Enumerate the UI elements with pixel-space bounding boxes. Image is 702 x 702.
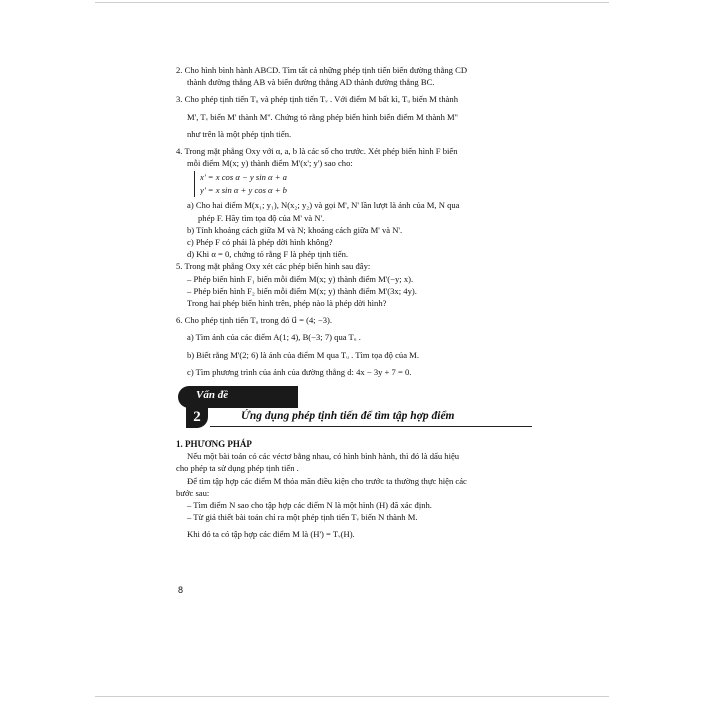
- ex6-part-c: c) Tìm phương trình của ảnh của đường thẳng d: 4x − 3y + 7 = 0.: [187, 366, 412, 377]
- section-number: 2: [186, 406, 208, 428]
- top-rule: [95, 2, 609, 3]
- ex4-part-c: c) Phép F có phải là phép dời hình không?: [187, 237, 333, 248]
- equation-line-1: x' = x cos α − y sin α + a: [200, 172, 287, 183]
- section-label: Vấn đề: [196, 389, 229, 402]
- equation-system: [194, 171, 532, 197]
- method-heading: 1. PHƯƠNG PHÁP: [176, 439, 252, 450]
- method-line-7: Khi đó ta có tập hợp các điểm M là (H') = Tᵥ(H).: [187, 529, 355, 540]
- ex6-line-1: 6. Cho phép tịnh tiến Tᵤ trong đó u⃗ = (4; −3).: [176, 315, 333, 326]
- method-line-3: Để tìm tập hợp các điểm M thỏa mãn điều kiện cho trước ta thường thực hiện các: [187, 475, 467, 486]
- ex5-line-2: – Phép biến hình F₁ biến mỗi điểm M(x; y) thành điểm M'(−y; x).: [187, 273, 414, 284]
- ex5-line-3: – Phép biến hình F₂ biến mỗi điểm M(x; y) thành điểm M'(3x; 4y).: [187, 285, 417, 296]
- bottom-rule: [95, 696, 609, 697]
- section-underline: [210, 426, 532, 427]
- method-line-5: – Tìm điểm N sao cho tập hợp các điểm N là một hình (H) đã xác định.: [187, 500, 432, 511]
- ex5-line-4: Trong hai phép biến hình trên, phép nào là phép dời hình?: [187, 298, 387, 309]
- ex6-part-a: a) Tìm ảnh của các điểm A(1; 4), B(−3; 7) qua Tᵤ .: [187, 332, 361, 343]
- ex4-line-2: mỗi điểm M(x; y) thành điểm M'(x'; y') sao cho:: [187, 158, 353, 169]
- ex4-part-a-2: phép F. Hãy tìm tọa độ của M' và N'.: [198, 212, 325, 223]
- ex2-line-2: thành đường thẳng AB và biến đường thẳng AD thành đường thẳng BC.: [187, 77, 435, 88]
- ex4-part-a-1: a) Cho hai điểm M(x₁; y₁), N(x₂; y₂) và gọi M', N' lần lượt là ảnh của M, N qua: [187, 200, 460, 211]
- page-number: 8: [178, 585, 184, 595]
- equation-line-2: y' = x sin α + y cos α + b: [200, 185, 287, 196]
- ex4-line-1: 4. Trong mặt phẳng Oxy với α, a, b là các số cho trước. Xét phép biến hình F biến: [176, 146, 458, 157]
- ex4-part-b: b) Tính khoảng cách giữa M và N; khoảng cách giữa M' và N'.: [187, 224, 403, 235]
- ex2-line-1: 2. Cho hình bình hành ABCD. Tìm tất cả những phép tịnh tiến biến đường thẳng CD: [176, 65, 468, 75]
- ex3-line-3: như trên là một phép tịnh tiến.: [187, 128, 292, 139]
- ex6-part-b: b) Biết rằng M'(2; 6) là ảnh của điểm M qua Tᵤ . Tìm tọa độ của M.: [187, 349, 419, 360]
- page-content: [176, 64, 532, 541]
- ex4-part-d: d) Khi α = 0, chứng tỏ rằng F là phép tịnh tiến.: [187, 249, 349, 260]
- section-title: Ứng dụng phép tịnh tiến để tìm tập hợp điểm: [241, 410, 455, 423]
- ex3-line-1: 3. Cho phép tịnh tiến Tᵤ và phép tịnh tiến Tᵥ . Với điểm M bất kì, Tᵤ biến M thành: [176, 94, 459, 105]
- method-line-2: cho phép ta sử dụng phép tịnh tiến .: [176, 463, 299, 474]
- ex3-line-2: M', Tᵥ biến M' thành M''. Chứng tỏ rằng phép biến hình biến điểm M thành M'': [187, 111, 458, 122]
- method-line-6: – Từ giả thiết bài toán chỉ ra một phép tịnh tiến Tᵥ biến N thành M.: [187, 512, 418, 523]
- ex5-line-1: 5. Trong mặt phẳng Oxy xét các phép biến hình sau đây:: [176, 261, 371, 272]
- section-label-badge: [178, 386, 298, 408]
- method-line-1: Nếu một bài toán có các véctơ bằng nhau, có hình bình hành, thì đó là dấu hiệu: [187, 451, 460, 462]
- method-line-4: bước sau:: [176, 487, 210, 498]
- section-header: [176, 386, 532, 438]
